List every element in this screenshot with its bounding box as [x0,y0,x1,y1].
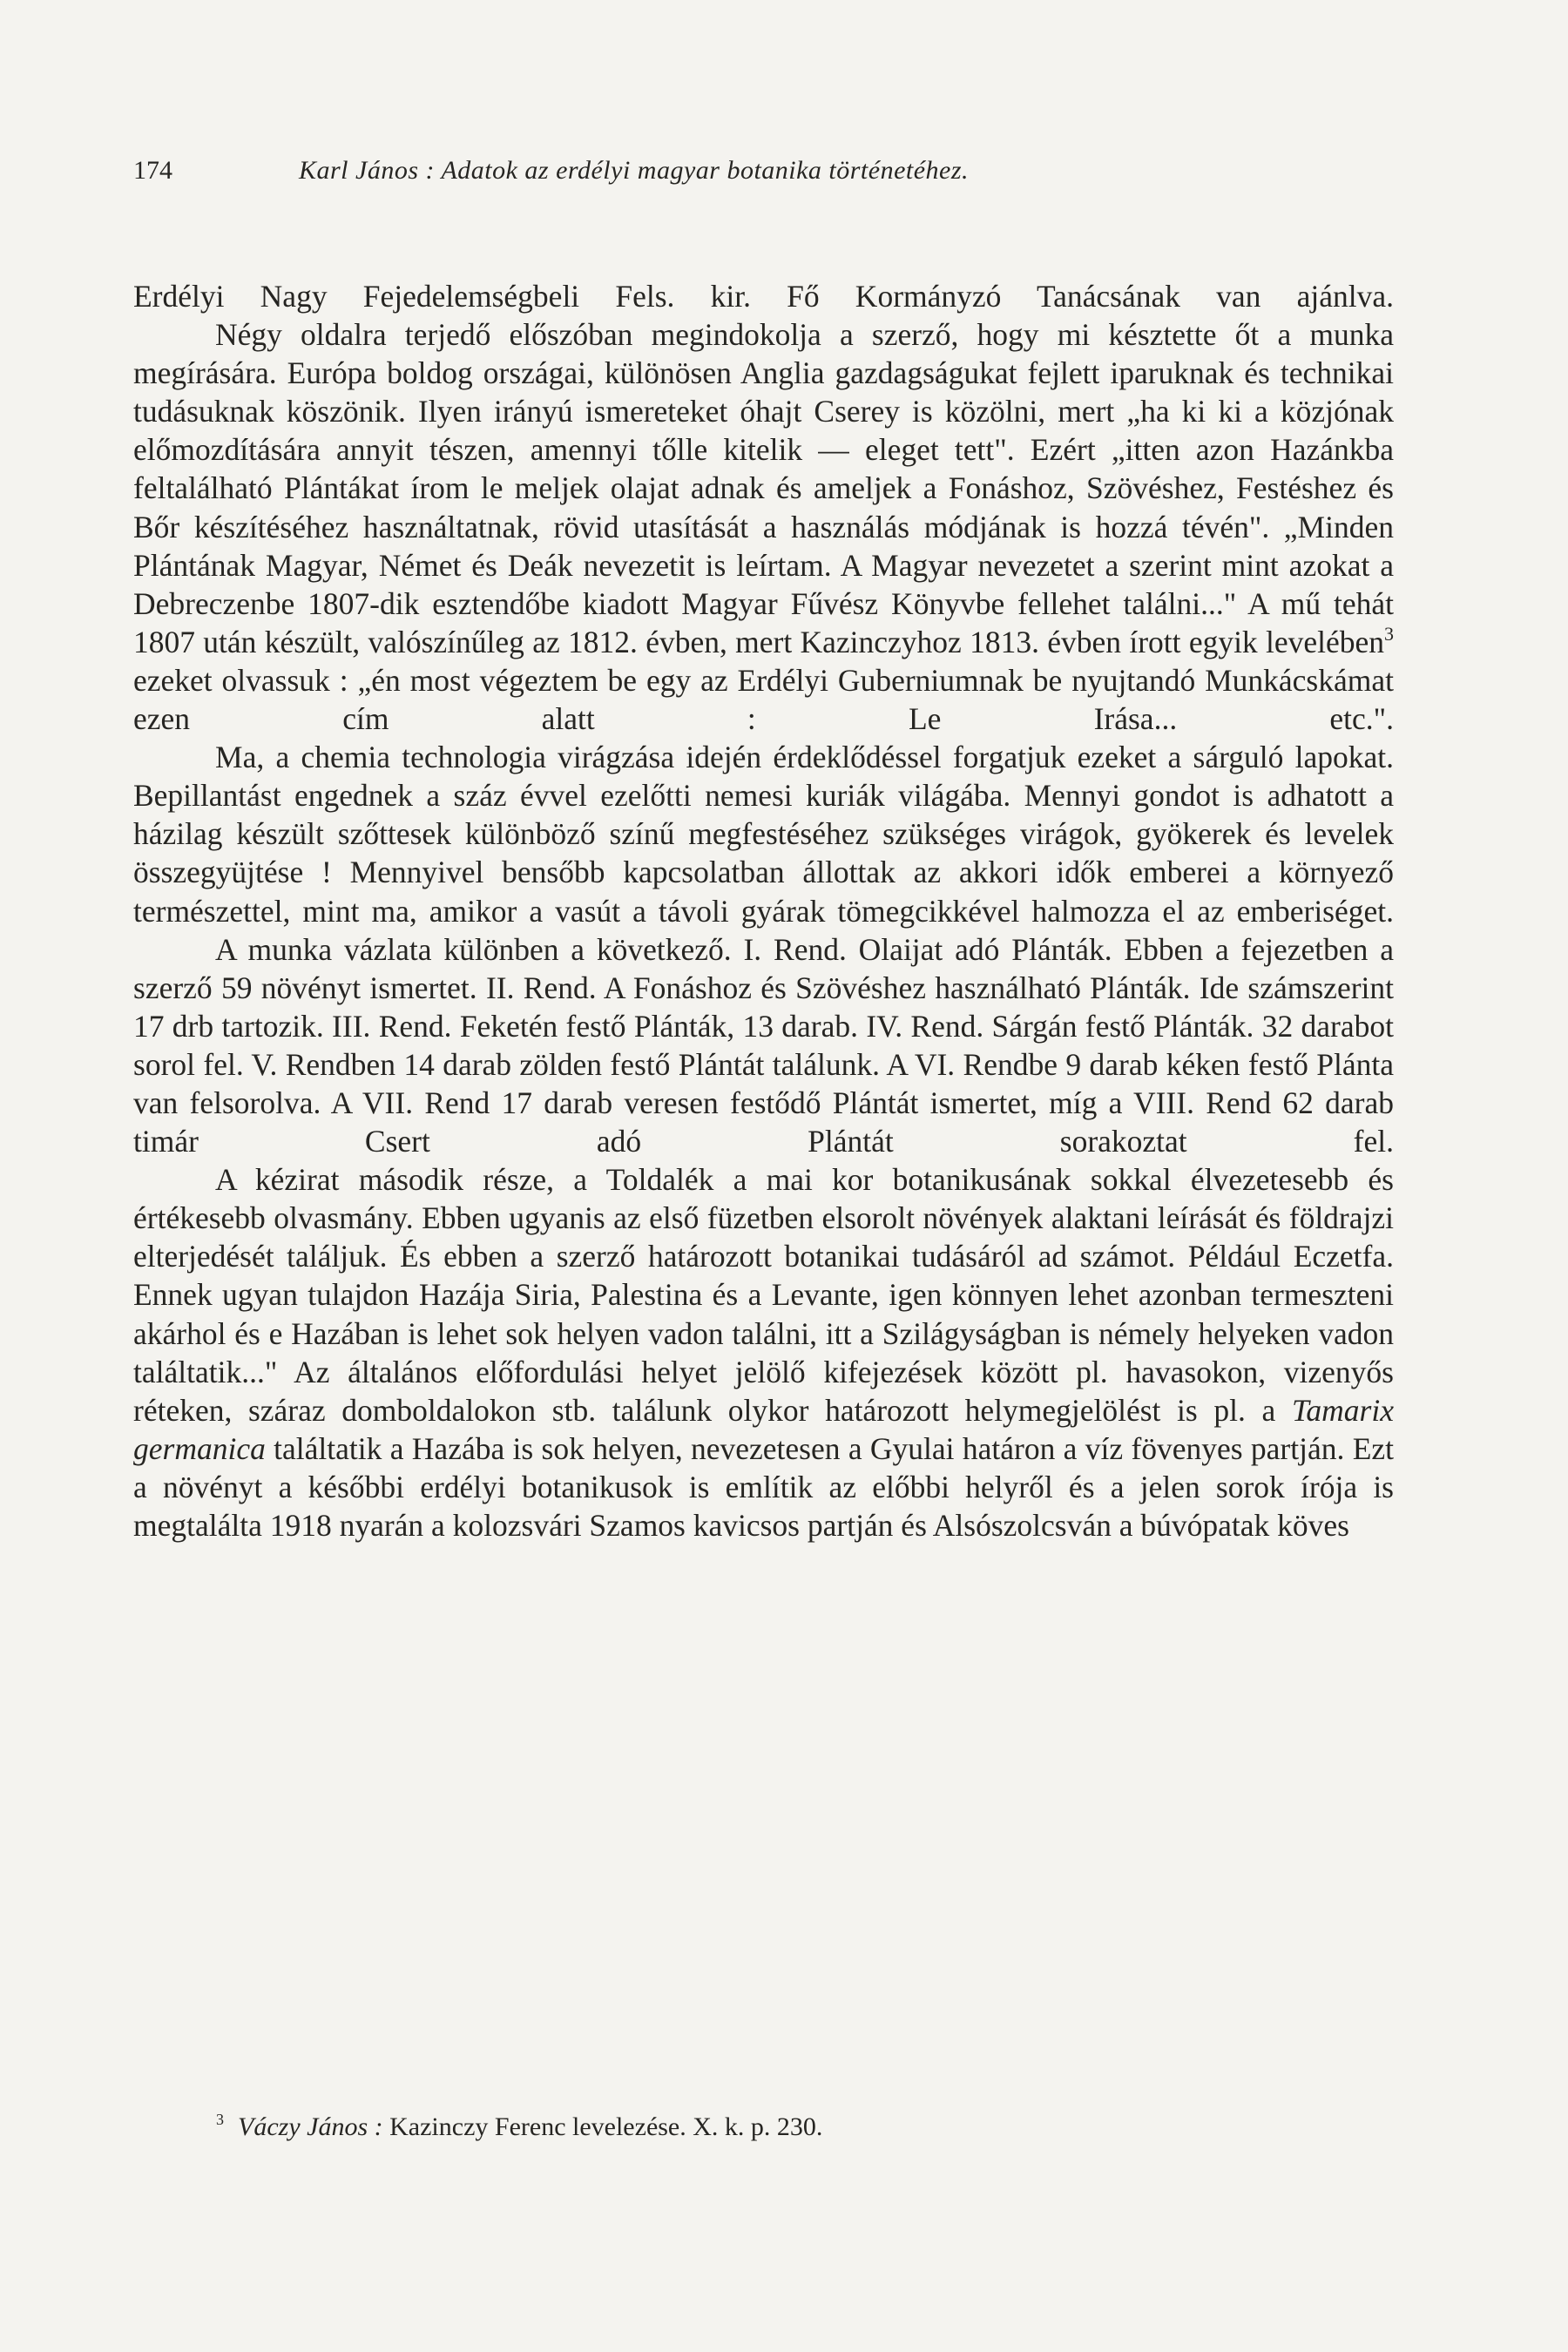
paragraph-preface [133,315,1394,738]
paragraph-2-text-b: ezeket olvassuk : „én most végeztem be egy az Erdélyi Guberniumnak be nyujtandó Munkácskámat ezen cím alatt : Le Irása... etc.". [133,662,1394,737]
page-number: 174 [133,156,172,185]
paragraph-appendix [133,1160,1394,1544]
footnote-author: Váczy János : [238,2112,383,2141]
footnote-text: Kazinczy Ferenc levelezése. X. k. p. 230. [382,2112,823,2141]
paragraph-3-text: Ma, a chemia technologia virágzása idején érdeklődéssel forgatjuk ezeket a sárguló lapokat. Bepillantást engednek a száz évvel ezelőtti nemesi kuriák világába. Mennyi gondot is adhatott a házilag készült szőttesek különböző színű megfestéséhez szükséges virágok, gyökerek és levelek összegyüjtése ! Mennyivel bensőbb kapcsolatban állottak az akkori idők emberei a környező természettel, mint ma, amikor a vasút a távoli gyárak tömegcikkével halmozza el az emberiséget. [133,740,1394,929]
paragraph-5-text-b: találtatik a Hazába is sok helyen, nevezetesen a Gyulai határon a víz fövenyes partján. Ezt a növényt a későbbi erdélyi botanikusok is említik az előbbi helyről és a jelen sorok írója is megtalálta 1918 nyarán a kolozsvári Szamos kavicsos partján és Alsószolcsván a búvópatak köves [133,1430,1394,1543]
footnote-marker: 3 [216,2111,224,2128]
running-title: Karl János : Adatok az erdélyi magyar botanika történetéhez. [299,156,970,185]
paragraph-4-text: A munka vázlata különben a következő. I. Rend. Olaijat adó Plánták. Ebben a fejezetben a szerző 59 növényt ismertet. II. Rend. A Fonáshoz és Szövéshez használható Plánták. Ide számszerint 17 drb tartozik. III. Rend. Feketén festő Plánták, 13 darab. IV. Rend. Sárgán festő Plánták. 32 darabot sorol fel. V. Rendben 14 darab zölden festő Plántát találunk. A VI. Rendbe 9 darab kéken festő Plánta van felsorolva. A VII. Rend 17 darab veresen festődő Plántát ismertet, míg a VIII. Rend 62 darab timár Csert adó Plántát sorakoztat fel. [133,931,1394,1159]
species-name: Tamarix germanica [133,1392,1394,1466]
paragraph-1-text: Erdélyi Nagy Fejedelemségbeli Fels. kir. Fő Kormányzó Tanácsának van ajánlva. [133,279,1394,314]
footnote-reference-mark: 3 [1384,622,1394,645]
paragraph-continued [133,277,1394,315]
paragraph-2-text-a: Négy oldalra terjedő előszóban megindokolja a szerző, hogy mi késztette őt a munka megírására. Európa boldog országai, különösen Anglia gazdagságukat fejlett iparuknak és technikai tudásuknak köszönik. Ilyen irányú ismereteket óhajt Cserey is közölni, mert „ha ki ki a közjónak előmozdítására annyit tészen, amennyi tőlle kitelik — eleget tett". Ezért „itten azon Hazánkba feltalálható Plántákat írom le meljek olajat adnak és ameljek a Fonáshoz, Szövéshez, Festéshez és Bőr készítéséhez használtatnak, rövid utasítását a használás módjának is hozzá tévén". „Minden Plántának Magyar, Német és Deák nevezetit is leírtam. A Magyar nevezetet a szerint mint azokat a Debreczenbe 1807-dik esztendőbe kiadott Magyar Fűvész Könyvbe fellehet találni..." A mű tehát 1807 után készült, valószínűleg az 1812. évben, mert Kazinczyhoz 1813. évben írott egyik levelében [133,317,1394,659]
paragraph-outline [133,930,1394,1161]
body-text [133,277,1394,1544]
footnote [216,2103,1348,2144]
paragraph-5-text-a: A kézirat második része, a Toldalék a mai kor botanikusának sokkal élvezetesebb és értékesebb olvasmány. Ebben ugyanis az első füzetben elsorolt növények alaktani leírását és földrajzi elterjedését találjuk. És ebben a szerző határozott botanikai tudásáról ad számot. Például Eczetfa. Ennek ugyan tulajdon Hazája Siria, Palestina és a Levante, igen könnyen lehet azonban termeszteni akárhol és e Hazában is lehet sok helyen vadon találni, itt a Szilágyságban is némely helyeken vadon találtatik..." Az általános előfordulási helyet jelölő kifejezések között pl. havasokon, vizenyős réteken, száraz domboldalokon stb. találunk olykor határozott helymegjelölést is pl. a [133,1162,1394,1428]
page-header [133,153,1396,188]
paragraph-chemistry [133,738,1394,929]
